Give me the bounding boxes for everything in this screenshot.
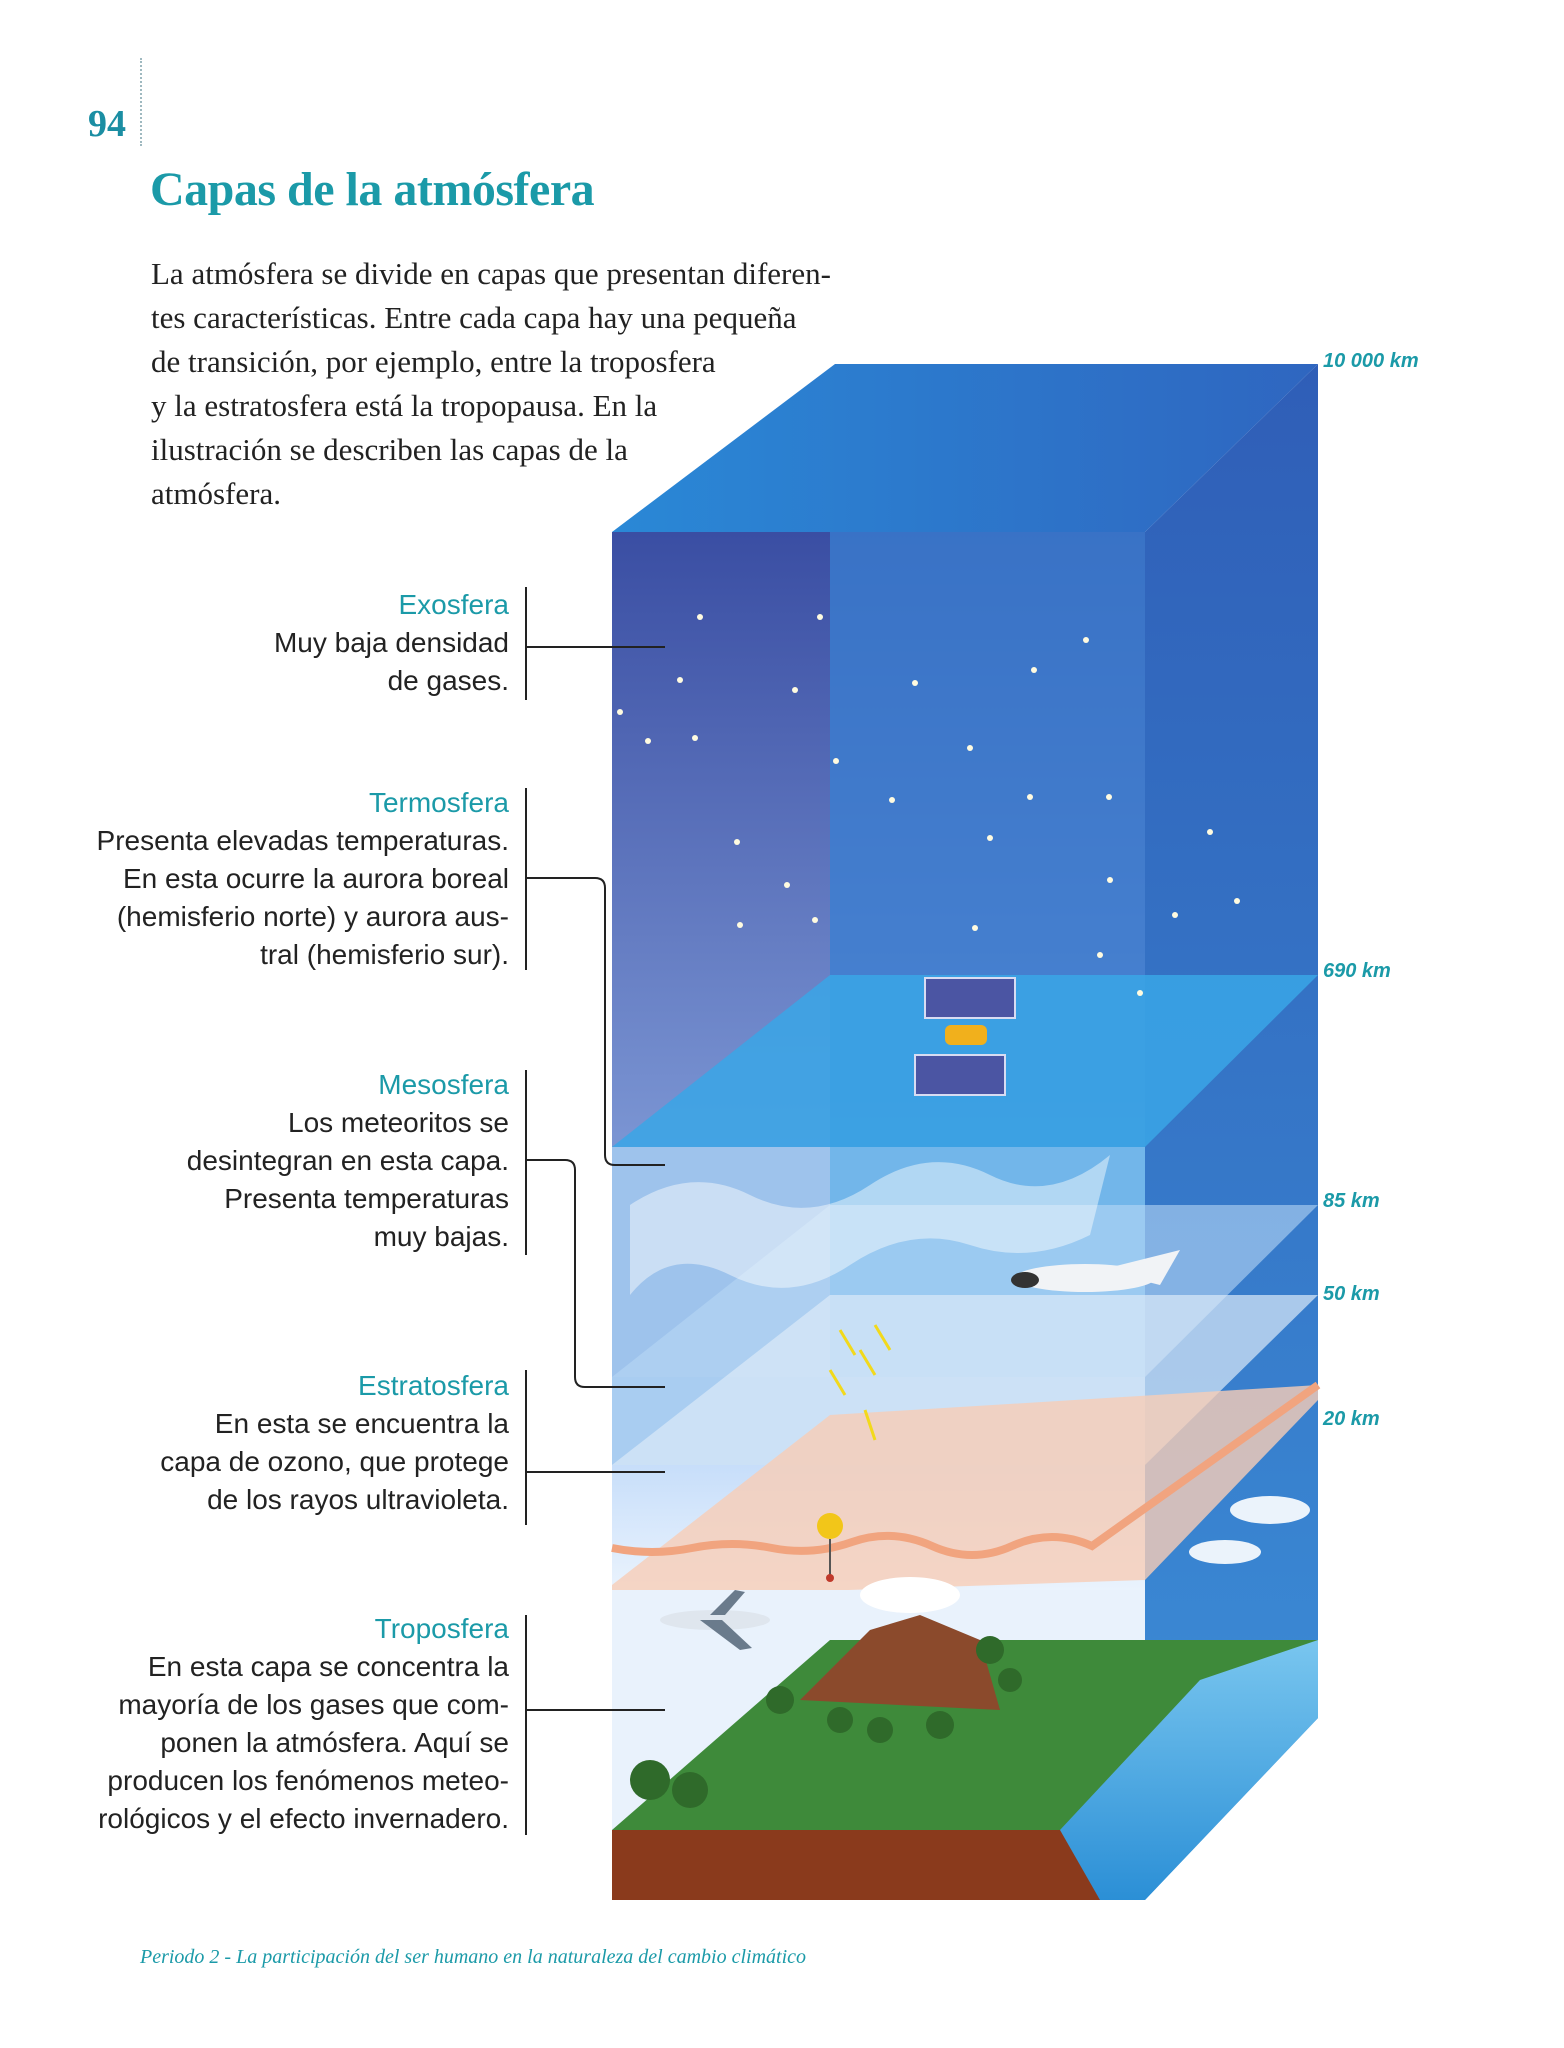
layer-name: Mesosfera xyxy=(378,1069,509,1100)
intro-line: de transición, por ejemplo, entre la troposfera xyxy=(151,344,716,379)
altitude-label: 50 km xyxy=(1323,1283,1380,1305)
layer-name: Troposfera xyxy=(374,1613,509,1644)
altitude-label: 20 km xyxy=(1323,1408,1380,1430)
exosphere-description xyxy=(274,586,509,700)
ground-soil xyxy=(612,1830,1145,1900)
layer-text: En esta capa se concentra la xyxy=(147,1651,509,1682)
layer-text: (hemisferio norte) y aurora aus- xyxy=(116,901,509,932)
troposphere-description xyxy=(98,1610,509,1838)
layer-text: tral (hemisferio sur). xyxy=(260,939,509,970)
layer-text: Presenta temperaturas xyxy=(224,1183,509,1214)
layer-text: Los meteoritos se xyxy=(288,1107,509,1138)
intro-line: La atmósfera se divide en capas que presentan diferen- xyxy=(151,256,831,291)
intro-line: ilustración se describen las capas de la xyxy=(151,432,628,467)
layer-name: Termosfera xyxy=(368,787,509,818)
layer-text: de gases. xyxy=(387,665,509,696)
stratosphere-description xyxy=(160,1367,509,1519)
intro-line: y la estratosfera está la tropopausa. En la xyxy=(151,388,658,423)
cloud-icon xyxy=(860,1577,960,1613)
layer-text: En esta ocurre la aurora boreal xyxy=(123,863,509,894)
page-number: 94 xyxy=(88,103,126,145)
layer-text: En esta se encuentra la xyxy=(214,1408,509,1439)
layer-text: Muy baja densidad xyxy=(273,627,509,658)
cloud-icon xyxy=(1189,1540,1261,1564)
layer-text: rológicos y el efecto invernadero. xyxy=(98,1803,509,1834)
layer-name: Estratosfera xyxy=(358,1370,509,1401)
cloud-icon xyxy=(1230,1496,1310,1524)
layer-text: mayoría de los gases que com- xyxy=(118,1689,509,1720)
layer-name: Exosfera xyxy=(398,589,509,620)
page-footer: Periodo 2 - La participación del ser humano en la naturaleza del cambio climático xyxy=(140,1946,807,1968)
intro-line: tes características. Entre cada capa hay una pequeña xyxy=(151,300,797,335)
intro-line: atmósfera. xyxy=(151,476,281,511)
layer-text: ponen la atmósfera. Aquí se xyxy=(160,1727,509,1758)
layer-text: desintegran en esta capa. xyxy=(186,1145,509,1176)
altitude-label: 10 000 km xyxy=(1323,350,1419,372)
layer-text: capa de ozono, que protege xyxy=(160,1446,509,1477)
page-title: Capas de la atmósfera xyxy=(150,163,595,216)
layer-text: de los rayos ultravioleta. xyxy=(207,1484,509,1515)
mesosphere-description xyxy=(187,1066,509,1256)
layer-text: muy bajas. xyxy=(373,1221,509,1252)
thermosphere-description xyxy=(97,784,509,974)
altitude-label: 690 km xyxy=(1323,960,1391,982)
layer-text: Presenta elevadas temperaturas. xyxy=(96,825,509,856)
layer-text: producen los fenómenos meteo- xyxy=(107,1765,509,1796)
altitude-label: 85 km xyxy=(1323,1190,1380,1212)
